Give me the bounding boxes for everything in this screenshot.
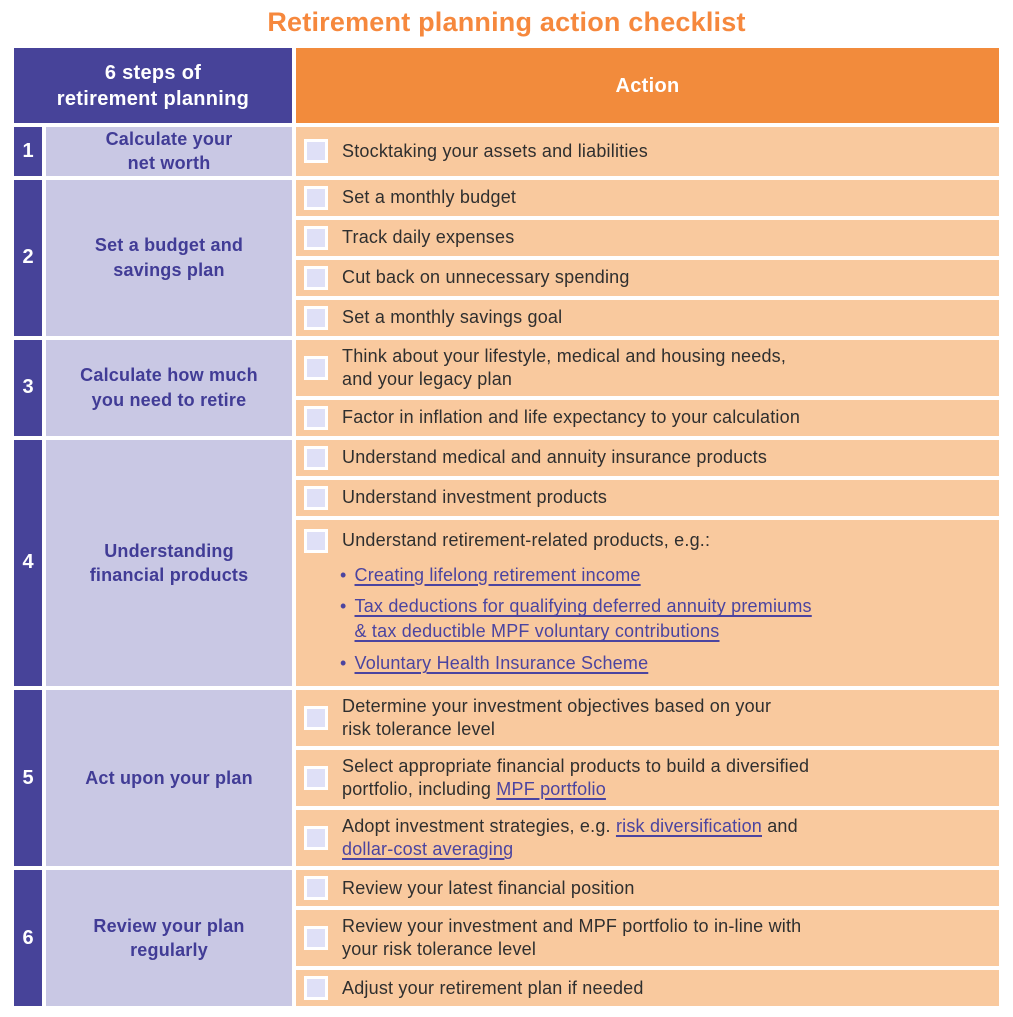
action-text-segment: and [762,816,798,837]
action-column [296,870,999,1006]
step-label-text [95,233,243,282]
checklist-table [14,48,999,1006]
step-label-line: Act upon your plan [85,767,253,788]
step-label-line: Calculate your [105,129,233,149]
bullet-text [355,594,812,644]
checkbox[interactable] [304,706,328,730]
action-text [342,877,635,900]
action-text-segment: Stocktaking your assets and liabilities [342,140,648,161]
action-link[interactable]: dollar-cost averaging [342,839,514,860]
step-number: 5 [14,690,42,866]
action-cell [296,300,999,336]
action-text-segment: Think about your lifestyle, medical and housing needs, [342,345,787,366]
step-label [46,440,292,686]
steps-header-cell [14,48,292,123]
step-group-row [14,340,999,436]
action-column [296,440,999,686]
step-group-row [14,180,999,336]
action-main-row [304,524,985,558]
action-link[interactable]: Voluntary Health Insurance Scheme [354,653,649,674]
table-header-row [14,48,999,123]
step-label-line: Review your plan [93,915,245,936]
step-group-row [14,690,999,866]
checkbox[interactable] [304,976,328,1000]
action-link[interactable]: Creating lifelong retirement income [354,564,641,585]
checkbox[interactable] [304,826,328,850]
action-cell [296,520,999,686]
steps-header-label [57,60,249,112]
action-header-cell [296,48,999,123]
step-number: 3 [14,340,42,436]
bullet-dot-icon: • [340,564,347,585]
step-number: 1 [14,127,42,176]
action-text-segment: Understand medical and annuity insurance products [342,447,768,468]
action-text-segment: Adopt investment strategies, e.g. [342,816,616,837]
table-body [14,127,999,1006]
step-label-text [90,539,249,588]
action-text-segment: Understand investment products [342,487,608,508]
action-text [342,755,809,801]
bullet-item [340,563,985,588]
action-text-segment: your risk tolerance level [342,939,537,960]
step-number: 4 [14,440,42,686]
checkbox[interactable] [304,306,328,330]
step-label [46,690,292,866]
action-text [342,815,798,861]
action-cell [296,220,999,256]
action-text [342,140,648,163]
step-label-line: Understanding [104,540,234,561]
action-text [342,446,767,469]
action-column [296,340,999,436]
step-label-line: Set a budget and [94,235,244,256]
action-text [342,226,514,249]
action-text [342,406,800,429]
bullet-dot-icon: • [340,596,347,617]
step-label [46,870,292,1006]
checkbox[interactable] [304,186,328,210]
action-text-segment: Track daily expenses [342,227,515,248]
action-link[interactable]: MPF portfolio [496,779,606,800]
action-cell [296,400,999,436]
action-text [342,306,562,329]
action-header-label: Action [615,74,680,97]
checkbox[interactable] [304,876,328,900]
bullet-item [340,651,985,676]
step-label-line: savings plan [113,259,225,280]
action-link[interactable]: risk diversification [615,816,762,837]
checkbox[interactable] [304,766,328,790]
step-label-line: net worth [127,153,211,174]
action-cell [296,910,999,966]
action-cell [296,260,999,296]
checkbox[interactable] [304,139,328,163]
checkbox[interactable] [304,486,328,510]
action-text-segment: Select appropriate financial products to build a diversified [342,756,810,777]
action-text [342,915,801,961]
page-title: Retirement planning action checklist [267,7,746,37]
action-text-segment: Review your investment and MPF portfolio to in-line with [342,916,802,937]
checkbox[interactable] [304,446,328,470]
action-column [296,180,999,336]
steps-header-line2: retirement planning [56,87,250,110]
action-text [342,977,644,1000]
action-cell [296,750,999,806]
action-cell [296,180,999,216]
action-text [342,486,607,509]
action-text-segment: Set a monthly budget [342,187,517,208]
checkbox[interactable] [304,356,328,380]
action-text-segment: Cut back on unnecessary spending [342,267,630,288]
step-label-text [106,127,233,176]
action-text-segment: risk tolerance level [342,719,496,739]
action-column [296,690,999,866]
step-group-row [14,440,999,686]
step-group-row [14,870,999,1006]
action-cell [296,810,999,866]
step-number: 6 [14,870,42,1006]
action-text [342,186,516,209]
bullet-item [340,594,985,644]
action-cell [296,480,999,516]
action-text [342,266,630,289]
bullet-list [340,563,985,676]
action-link[interactable]: Tax deductions for qualifying deferred annuity premiums [354,596,812,617]
action-link[interactable]: & tax deductible MPF voluntary contributions [354,621,720,642]
action-text-segment: portfolio, including [342,779,497,800]
action-column [296,127,999,176]
steps-header-line1: 6 steps of [104,61,202,84]
bullet-text [355,651,649,676]
action-cell [296,440,999,476]
action-text-segment: Factor in inflation and life expectancy to your calculation [342,407,801,428]
action-cell [296,970,999,1006]
bullet-dot-icon: • [340,653,347,674]
action-cell [296,340,999,396]
bullet-text [355,563,641,588]
step-label-text [93,914,244,963]
step-label [46,340,292,436]
step-label-line: you need to retire [91,389,247,410]
step-label [46,127,292,176]
checkbox[interactable] [304,226,328,250]
action-text-segment: Set a monthly savings goal [342,307,563,328]
step-label-text [85,766,253,790]
action-text-segment: Understand retirement-related products, e.g.: [342,530,711,551]
action-cell [296,127,999,176]
checkbox[interactable] [304,926,328,950]
step-label [46,180,292,336]
action-text [342,345,786,391]
action-text-segment: Adjust your retirement plan if needed [342,977,644,998]
step-label-line: financial products [89,564,249,585]
checkbox[interactable] [304,529,328,553]
action-text-segment: Review your latest financial position [342,877,635,898]
checkbox[interactable] [304,266,328,290]
action-text [342,695,771,741]
action-text-segment: Determine your investment objectives based on your [342,695,772,716]
step-group-row [14,127,999,176]
step-label-text [80,363,258,412]
action-cell [296,870,999,906]
action-text [342,529,710,552]
action-cell [296,690,999,746]
action-text-segment: and your legacy plan [342,368,513,389]
checkbox[interactable] [304,406,328,430]
step-number: 2 [14,180,42,336]
step-label-line: regularly [130,940,208,961]
step-label-line: Calculate how much [80,365,258,386]
